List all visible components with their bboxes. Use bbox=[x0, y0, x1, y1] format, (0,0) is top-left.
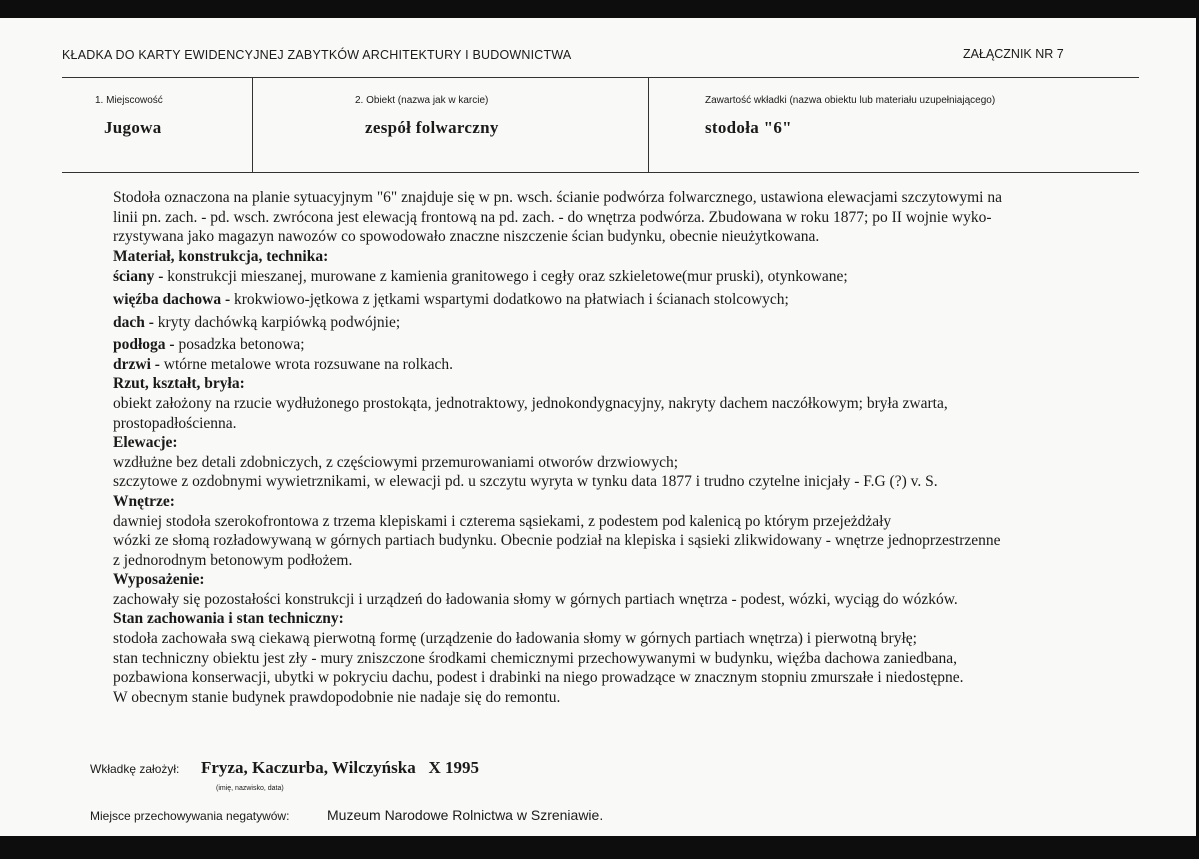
document-sheet bbox=[0, 18, 1196, 836]
intro-line: Stodoła oznaczona na planie sytuacyjnym "6" znajduje się w pn. wsch. ścianie podwórza folwarcznego, ustawiona elewacjami szczytowymi na bbox=[113, 189, 1002, 206]
doors-label: drzwi - bbox=[113, 355, 164, 373]
condition-line: pozbawiona konserwacji, ubytki w pokryciu dachu, podest i drabinki na niego prowadzące w znacznym stopniu zmurszałe i niedostępne. bbox=[113, 669, 964, 687]
elevations-heading: Elewacje: bbox=[113, 434, 178, 452]
elevations-line: szczytowe z ozdobnymi wywietrznikami, w elewacji pd. u szczytu wyryta w tynku data 1877 i trudno czytelne inicjały - F.G (?) v. S. bbox=[113, 473, 938, 491]
locality-label: 1. Miejscowość bbox=[95, 95, 163, 106]
doors-text: wtórne metalowe wrota rozsuwane na rolkach. bbox=[163, 355, 454, 373]
object-value: zespół folwarczny bbox=[365, 118, 499, 137]
annex-number: ZAŁĄCZNIK NR 7 bbox=[963, 47, 1064, 61]
content-value: stodoła "6" bbox=[705, 118, 792, 137]
elevations-line: wzdłużne bez detali zdobniczych, z częściowymi przemurowaniami otworów drzwiowych; bbox=[113, 453, 679, 471]
equipment-line: zachowały się pozostałości konstrukcji i urządzeń do ładowania słomy w górnych partiach wnętrza - podest, wózki, wyciąg do wózków. bbox=[113, 590, 958, 608]
plan-line: prostopadłościenna. bbox=[113, 414, 237, 432]
interior-heading: Wnętrze: bbox=[113, 492, 175, 510]
content-label: Zawartość wkładki (nazwa obiektu lub materiału uzupełniającego) bbox=[705, 95, 996, 106]
author-value: Fryza, Kaczurba, Wilczyńska X 1995 bbox=[201, 758, 479, 777]
equipment-heading: Wyposażenie: bbox=[113, 571, 205, 589]
interior-line: z jednorodnym betonowym podłożem. bbox=[113, 551, 353, 569]
walls-label: ściany - bbox=[113, 268, 168, 286]
header-bottom-rule bbox=[62, 172, 1139, 173]
object-label: 2. Obiekt (nazwa jak w karcie) bbox=[355, 95, 489, 106]
storage-label: Miejsce przechowywania negatywów: bbox=[90, 809, 290, 823]
floor-text: posadzka betonowa; bbox=[178, 336, 305, 354]
intro-line: rzystywana jako magazyn nawozów co spowodowało znaczne niszczenie ścian budynku, obecnie nieużytkowana. bbox=[113, 228, 820, 246]
roof-truss-label: więźba dachowa - bbox=[113, 290, 234, 308]
condition-line: stan techniczny obiektu jest zły - mury zniszczone środkami chemicznymi przechowywanymi w budynku, więźba dachowa zaniedbana, bbox=[113, 649, 958, 667]
intro-line: linii pn. zach. - pd. wsch. zwrócona jest elewacją frontową na pd. zach. - do wnętrza podwórza. Zbudowana w roku 1877; po II wojnie wyko- bbox=[113, 208, 992, 226]
header-top-rule bbox=[62, 77, 1139, 78]
interior-line: dawniej stodoła szerokofrontowa z trzema klepiskami i czterema sąsiekami, z podestem pod kalenicą po którym przejeżdżały bbox=[113, 512, 892, 530]
material-heading: Materiał, konstrukcja, technika: bbox=[113, 247, 329, 265]
roof-label: dach - bbox=[113, 313, 158, 331]
condition-line: stodoła zachowała swą ciekawą pierwotną formę (urządzenie do ładowania słomy w górnych partiach wnętrza) i pierwotną bryłę; bbox=[113, 630, 917, 648]
walls-text: konstrukcji mieszanej, murowane z kamienia granitowego i cegły oraz szkieletowe(mur pruski), otynkowane; bbox=[167, 268, 848, 286]
author-hint: (imię, nazwisko, data) bbox=[216, 785, 284, 792]
document-title: KŁADKA DO KARTY EWIDENCYJNEJ ZABYTKÓW ARCHITEKTURY I BUDOWNICTWA bbox=[62, 48, 572, 62]
author-label: Wkładkę założył: bbox=[90, 762, 180, 776]
condition-heading: Stan zachowania i stan techniczny: bbox=[113, 610, 344, 628]
plan-line: obiekt założony na rzucie wydłużonego prostokąta, jednotraktowy, jednokondygnacyjny, nakryty dachem naczółkowym; bryła zwarta, bbox=[113, 394, 948, 412]
condition-line: W obecnym stanie budynek prawdopodobnie nie nadaje się do remontu. bbox=[113, 688, 561, 706]
header-divider-1 bbox=[252, 77, 253, 172]
description-body bbox=[113, 188, 1113, 707]
storage-value: Muzeum Narodowe Rolnictwa w Szreniawie. bbox=[327, 807, 604, 823]
plan-heading: Rzut, kształt, bryła: bbox=[113, 375, 245, 393]
header-divider-2 bbox=[648, 77, 649, 172]
floor-label: podłoga - bbox=[113, 336, 179, 354]
interior-line: wózki ze słomą rozładowywaną w górnych partiach budynku. Obecnie podział na klepiska i sąsieki zlikwidowany - wnętrze jednoprzestrzenne bbox=[113, 532, 1001, 550]
roof-truss-text: krokwiowo-jętkowa z jętkami wspartymi dodatkowo na płatwiach i ścianach stolcowych; bbox=[233, 290, 789, 308]
roof-text: kryty dachówką karpiówką podwójnie; bbox=[157, 313, 401, 331]
locality-value: Jugowa bbox=[104, 118, 162, 137]
